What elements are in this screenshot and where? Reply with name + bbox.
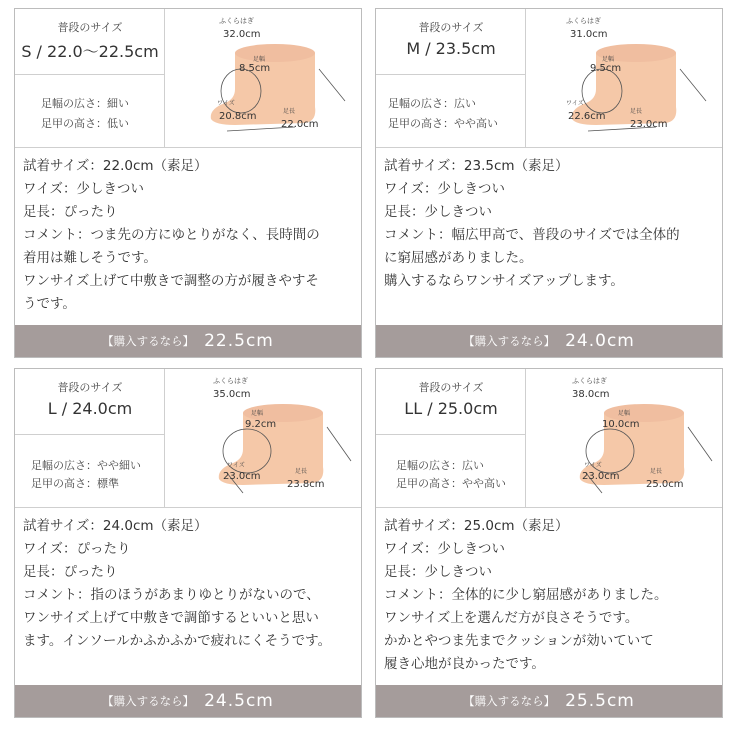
- foot-measurement-diagram: [165, 369, 361, 507]
- size-card-l: [14, 368, 362, 718]
- recommendation-bar: [15, 325, 361, 357]
- foot-shape-box: [376, 75, 526, 147]
- comment-line: 試着サイズ：24.0cm（素足）: [23, 518, 208, 534]
- ankle-label: 足幅: [618, 410, 631, 417]
- size-card-ll: [375, 368, 723, 718]
- card-header: [15, 369, 361, 507]
- usual-size-value: L / 24.0cm: [47, 399, 133, 418]
- length-value: 23.8cm: [287, 479, 325, 490]
- wise-value: 23.0cm: [582, 471, 620, 482]
- comment-line: に窮屈感がありました。: [384, 250, 533, 266]
- recommend-label: 【購入するなら】: [102, 694, 195, 708]
- comment-line: ワンサイズ上げて中敷きで調整の方が履きやすそ: [23, 273, 319, 289]
- ankle-value: 9.5cm: [590, 63, 622, 74]
- wise-label: ワイズ: [584, 462, 602, 469]
- comment-line: ワイズ：ぴったり: [23, 541, 131, 557]
- wise-value: 22.6cm: [568, 111, 606, 122]
- comment-line: 足長：少しきつい: [384, 564, 492, 580]
- usual-size-box: [15, 369, 165, 435]
- wise-label: ワイズ: [566, 100, 584, 107]
- comment-line: コメント：指のほうがあまりゆとりがないので、: [23, 587, 320, 603]
- length-value: 22.0cm: [281, 119, 319, 130]
- tryon-comment: [376, 507, 722, 687]
- instep-height-line: 足甲の高さ：やや高い: [396, 477, 506, 490]
- usual-size-label: 普段のサイズ: [57, 21, 123, 34]
- comment-line: ワイズ：少しきつい: [23, 181, 144, 197]
- wise-label: ワイズ: [227, 462, 245, 469]
- calf-value: 32.0cm: [223, 29, 261, 40]
- comment-line: ワイズ：少しきつい: [384, 541, 505, 557]
- calf-label: ふくらはぎ: [566, 17, 601, 25]
- length-label: 足長: [283, 108, 296, 115]
- card-header: [376, 9, 722, 147]
- tryon-comment: [15, 507, 361, 687]
- comment-line: うです。: [23, 296, 76, 312]
- usual-size-box: [376, 369, 526, 435]
- usual-size-label: 普段のサイズ: [418, 381, 484, 394]
- recommend-size: 22.5cm: [204, 331, 274, 351]
- ankle-value: 10.0cm: [602, 419, 640, 430]
- foot-measurement-diagram: [165, 9, 361, 147]
- ankle-label: 足幅: [251, 410, 264, 417]
- size-card-m: [375, 8, 723, 358]
- foot-measurement-diagram: [526, 9, 722, 147]
- comment-line: 履き心地が良かったです。: [384, 656, 545, 672]
- usual-size-value: M / 23.5cm: [406, 39, 496, 58]
- comment-line: 試着サイズ：25.0cm（素足）: [384, 518, 569, 534]
- wise-label: ワイズ: [217, 100, 235, 107]
- comment-line: 足長：少しきつい: [384, 204, 492, 220]
- card-header: [15, 9, 361, 147]
- instep-height-line: 足甲の高さ：やや高い: [388, 117, 498, 130]
- foot-shape-box: [376, 435, 526, 507]
- length-label: 足長: [630, 108, 643, 115]
- recommendation-bar: [15, 685, 361, 717]
- recommendation-bar: [376, 325, 722, 357]
- recommend-label: 【購入するなら】: [463, 334, 556, 348]
- recommend-size: 24.5cm: [204, 691, 274, 711]
- calf-label: ふくらはぎ: [213, 377, 248, 385]
- wise-value: 23.0cm: [223, 471, 261, 482]
- tryon-comment: [15, 147, 361, 327]
- comment-line: 着用は難しそうです。: [23, 250, 157, 266]
- comment-line: コメント：全体的に少し窮屈感がありました。: [384, 587, 668, 603]
- comment-line: ます。インソールかふかふかで疲れにくそうです。: [23, 633, 332, 649]
- calf-value: 31.0cm: [570, 29, 608, 40]
- usual-size-box: [376, 9, 526, 75]
- length-value: 25.0cm: [646, 479, 684, 490]
- instep-height-line: 足甲の高さ：低い: [41, 117, 129, 130]
- comment-line: 試着サイズ：23.5cm（素足）: [384, 158, 569, 174]
- comment-line: 試着サイズ：22.0cm（素足）: [23, 158, 208, 174]
- length-label: 足長: [295, 468, 308, 475]
- usual-size-value: S / 22.0〜22.5cm: [21, 42, 159, 61]
- ankle-value: 8.5cm: [239, 63, 271, 74]
- foot-width-line: 足幅の広さ：細い: [41, 97, 129, 110]
- card-header: [376, 369, 722, 507]
- comment-line: 購入するならワンサイズアップします。: [384, 273, 624, 289]
- foot-shape-box: [15, 435, 165, 507]
- usual-size-label: 普段のサイズ: [418, 21, 484, 34]
- tryon-comment: [376, 147, 722, 327]
- calf-label: ふくらはぎ: [572, 377, 607, 385]
- ankle-value: 9.2cm: [245, 419, 277, 430]
- calf-label: ふくらはぎ: [219, 17, 254, 25]
- ankle-label: 足幅: [602, 56, 615, 63]
- recommend-size: 25.5cm: [565, 691, 635, 711]
- instep-height-line: 足甲の高さ：標準: [31, 477, 119, 490]
- size-card-s: [14, 8, 362, 358]
- foot-width-line: 足幅の広さ：やや細い: [31, 459, 141, 472]
- comment-line: 足長：ぴったり: [23, 204, 118, 220]
- recommend-size: 24.0cm: [565, 331, 635, 351]
- comment-line: ワンサイズ上げて中敷きで調節するといいと思い: [23, 610, 319, 626]
- comment-line: ワイズ：少しきつい: [384, 181, 505, 197]
- comment-line: かかとやつま先までクッションが効いていて: [384, 633, 654, 649]
- wise-value: 20.8cm: [219, 111, 257, 122]
- foot-width-line: 足幅の広さ：広い: [388, 97, 476, 110]
- recommend-label: 【購入するなら】: [102, 334, 195, 348]
- foot-width-line: 足幅の広さ：広い: [396, 459, 484, 472]
- usual-size-box: [15, 9, 165, 75]
- length-value: 23.0cm: [630, 119, 668, 130]
- ankle-label: 足幅: [253, 56, 266, 63]
- recommendation-bar: [376, 685, 722, 717]
- recommend-label: 【購入するなら】: [463, 694, 556, 708]
- length-label: 足長: [650, 468, 663, 475]
- foot-shape-box: [15, 75, 165, 147]
- foot-measurement-diagram: [526, 369, 722, 507]
- usual-size-value: LL / 25.0cm: [404, 399, 498, 418]
- comment-line: コメント：つま先の方にゆとりがなく、長時間の: [23, 227, 320, 243]
- comment-line: ワンサイズ上を選んだ方が良さそうです。: [384, 610, 639, 626]
- usual-size-label: 普段のサイズ: [57, 381, 123, 394]
- comment-line: コメント：幅広甲高で、普段のサイズでは全体的: [384, 227, 680, 243]
- comment-line: 足長：ぴったり: [23, 564, 118, 580]
- calf-value: 35.0cm: [213, 389, 251, 400]
- calf-value: 38.0cm: [572, 389, 610, 400]
